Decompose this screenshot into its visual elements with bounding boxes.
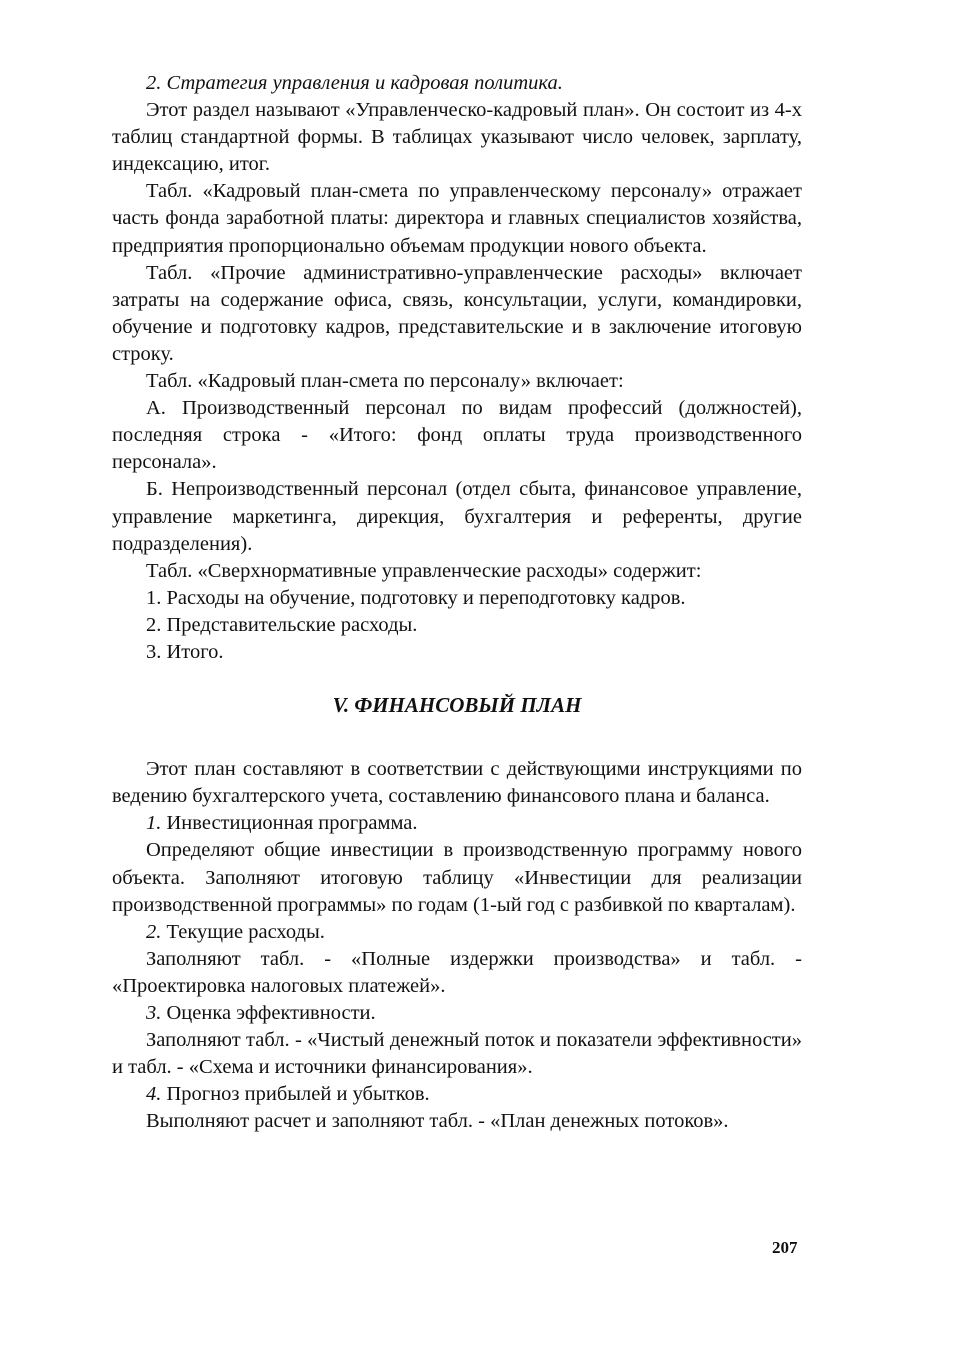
subsection-number: 3.: [146, 1002, 162, 1024]
subsection-number: 2.: [146, 920, 162, 943]
paragraph: Заполняют табл. - «Чистый денежный поток и показатели эффективности» и табл. - «Схема и источники финансирования».: [112, 1029, 802, 1079]
paragraph: Этот раздел называют «Управленческо-кадровый план». Он состоит из 4-х таблиц стандартной формы. В таблицах указывают число человек, зарплату, индексацию, итог.: [112, 99, 802, 176]
page-number: 207: [772, 1238, 798, 1257]
body-text: [112, 70, 802, 1135]
subsection-heading: [112, 1081, 802, 1108]
paragraph: А. Производственный персонал по видам профессий (должностей), последняя строка - «Итого: фонд оплаты труда производственного персонала».: [112, 397, 802, 474]
subsection-title: Оценка эффективности.: [161, 1002, 376, 1024]
list-item: 1. Расходы на обучение, подготовку и переподготовку кадров.: [146, 586, 686, 609]
paragraph: Табл. «Кадровый план-смета по управленческому персоналу» отражает часть фонда заработной платы: директора и главных специалистов хозяйства, предприятия пропорционально объемам продукции нового объекта.: [112, 180, 802, 257]
subsection-heading: [112, 919, 802, 946]
paragraph: Табл. «Сверхнормативные управленческие расходы» содержит:: [146, 559, 702, 582]
list-item: 3. Итого.: [146, 640, 224, 663]
paragraph: Выполняют расчет и заполняют табл. - «План денежных потоков».: [146, 1110, 729, 1133]
subsection-heading: [112, 1000, 802, 1027]
subsection-number: 1.: [146, 812, 162, 835]
paragraph: Табл. «Прочие административно-управленческие расходы» включает затраты на содержание офиса, связь, консультации, услуги, командировки, обучение и подготовку кадров, представительские и в заключение итоговую строку.: [112, 261, 802, 365]
paragraph: Заполняют табл. - «Полные издержки производства» и табл. - «Проектировка налоговых платежей».: [112, 947, 802, 997]
paragraph: Табл. «Кадровый план-смета по персоналу» включает:: [146, 370, 624, 393]
section-heading: 2. Стратегия управления и кадровая политика.: [146, 72, 563, 94]
subsection-number: 4.: [146, 1083, 162, 1106]
subsection-heading: [112, 810, 802, 837]
subsection-title: Текущие расходы.: [161, 920, 325, 943]
chapter-heading: V. ФИНАНСОВЫЙ ПЛАН: [332, 693, 582, 718]
paragraph: Этот план составляют в соответствии с действующими инструкциями по ведению бухгалтерского учета, составлению финансового плана и баланса.: [112, 758, 802, 808]
paragraph: Определяют общие инвестиции в производственную программу нового объекта. Заполняют итоговую таблицу «Инвестиции для реализации производственной программы» по годам (1-ый год с разбивкой по кварталам).: [112, 839, 802, 916]
subsection-title: Инвестиционная программа.: [161, 812, 418, 835]
paragraph: Б. Непроизводственный персонал (отдел сбыта, финансовое управление, управление маркетинга, дирекция, бухгалтерия и референты, другие подразделения).: [112, 478, 802, 555]
subsection-title: Прогноз прибылей и убытков.: [161, 1083, 430, 1106]
list-item: 2. Представительские расходы.: [146, 613, 418, 636]
